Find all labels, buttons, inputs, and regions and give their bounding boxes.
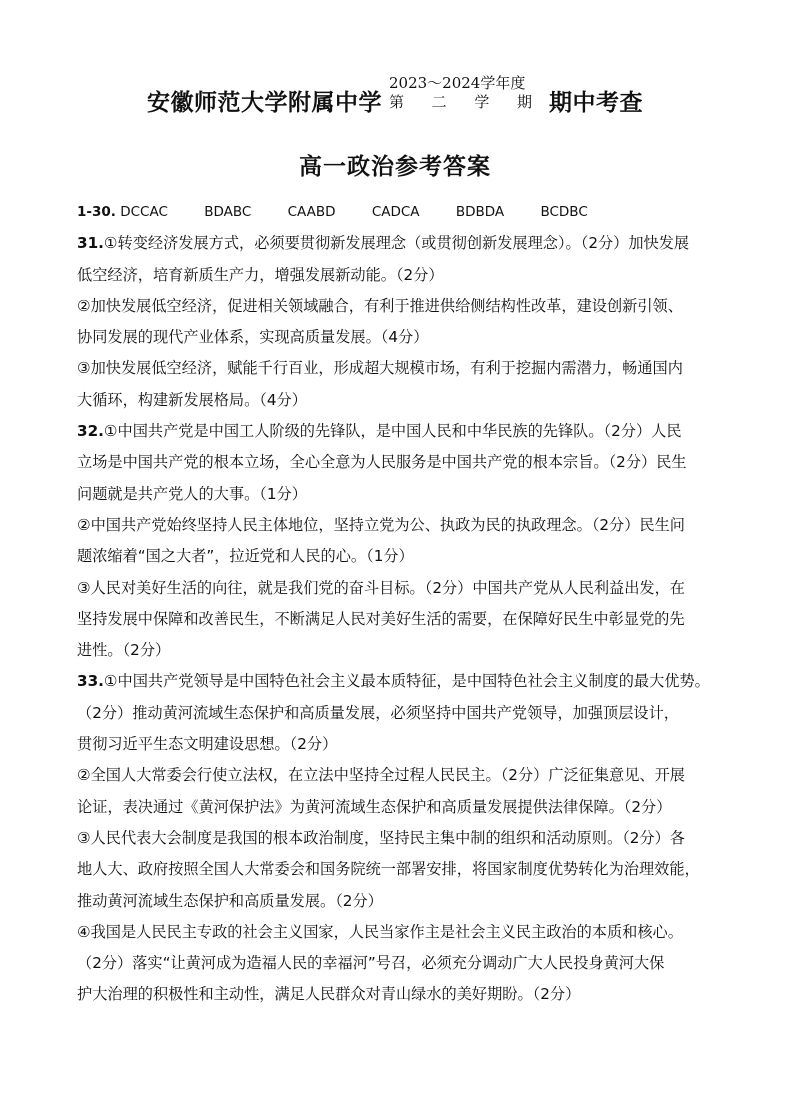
mc-group: BDABC: [204, 204, 252, 220]
q32-line: 进性。（2分）: [77, 641, 171, 660]
q31-line: ③加快发展低空经济，赋能千行百业，形成超大规模市场，有利于挖掘内需潜力，畅通国内: [77, 359, 683, 378]
q33-line: 论证，表决通过《黄河保护法》为黄河流域生态保护和高质量发展提供法律保障。（2分）: [77, 797, 672, 816]
q33-line: ③人民代表大会制度是我国的根本政治制度，坚持民主集中制的组织和活动原则。（2分）各: [77, 828, 685, 847]
school-name: 安徽师范大学附属中学: [147, 90, 382, 116]
q33-number: 33.: [77, 672, 104, 691]
q33-line: 贯彻习近平生态文明建设思想。（2分）: [77, 735, 338, 754]
q33-line: （2分）落实“让黄河成为造福人民的幸福河”号召，必须充分调动广大人民投身黄河大保: [77, 954, 665, 973]
term-semester: 第二学期: [389, 93, 532, 111]
q31-line: 低空经济，培育新质生产力，增强发展新动能。（2分）: [77, 265, 444, 284]
q32-line: ③人民对美好生活的向往，就是我们党的奋斗目标。（2分）中国共产党从人民利益出发，在: [77, 578, 685, 597]
mc-group: BCDBC: [540, 204, 588, 220]
q31-text: ①转变经济发展方式，必须要贯彻新发展理念（或贯彻创新发展理念）。（2分）加快发展: [103, 234, 690, 253]
q33-line: ④我国是人民民主专政的社会主义国家，人民当家作主是社会主义民主政治的本质和核心。: [77, 922, 683, 941]
q33-line: ②全国人大常委会行使立法权，在立法中坚持全过程人民民主。（2分）广泛征集意见、开展: [77, 766, 685, 785]
q32-number: 32.: [77, 422, 104, 441]
answer-content: [77, 197, 727, 1011]
q31-line: 大循环，构建新发展格局。（4分）: [77, 390, 307, 409]
mc-group: BDBDA: [455, 204, 505, 220]
q32-line: 坚持发展中保障和改善民生，不断满足人民对美好生活的需要，在保障好民生中彰显党的先: [77, 609, 685, 628]
q32-line: 题浓缩着“国之大者”，拉近党和人民的心。（1分）: [77, 547, 414, 566]
q33-line: 推动黄河流域生态保护和高质量发展。（2分）: [77, 891, 383, 910]
q32-line: ②中国共产党始终坚持人民主体地位，坚持立党为公、执政为民的执政理念。（2分）民生问: [77, 515, 685, 534]
q33-line: 地人大、政府按照全国人大常委会和国务院统一部署安排，将国家制度优势转化为治理效能，: [77, 860, 700, 879]
school-term: [389, 74, 532, 112]
mc-group: CADCA: [371, 204, 420, 220]
q31-line: 协同发展的现代产业体系，实现高质量发展。（4分）: [77, 328, 429, 347]
q32-line: 问题就是共产党人的大事。（1分）: [77, 484, 307, 503]
q32-line: 立场是中国共产党的根本立场，全心全意为人民服务是中国共产党的根本宗旨。（2分）民生: [77, 453, 687, 472]
q33-line: （2分）推动黄河流域生态保护和高质量发展，必须坚持中国共产党领导，加强顶层设计，: [77, 703, 679, 722]
q31-number: 31.: [77, 234, 104, 253]
q33-text: ①中国共产党领导是中国特色社会主义最本质特征，是中国特色社会主义制度的最大优势。: [103, 672, 710, 691]
q31-line: ②加快发展低空经济，促进相关领域融合，有利于推进供给侧结构性改革，建设创新引领、: [77, 296, 683, 315]
mc-group: DCCAC: [120, 204, 168, 220]
multiple-choice-answers: [77, 197, 727, 228]
q32-line: [77, 416, 727, 447]
term-year: 2023～2024学年度: [389, 74, 526, 92]
exam-name: 期中考查: [549, 90, 643, 116]
q33-line: [77, 666, 727, 697]
q33-line: 护大治理的积极性和主动性，满足人民群众对青山绿水的美好期盼。（2分）: [77, 985, 581, 1004]
q31-line: [77, 228, 727, 259]
q32-text: ①中国共产党是中国工人阶级的先锋队，是中国人民和中华民族的先锋队。（2分）人民: [103, 422, 682, 441]
exam-header: [0, 72, 790, 124]
mc-group: CAABD: [287, 204, 336, 220]
mc-label: 1-30.: [77, 204, 116, 220]
page-title: 高一政治参考答案: [299, 154, 491, 180]
